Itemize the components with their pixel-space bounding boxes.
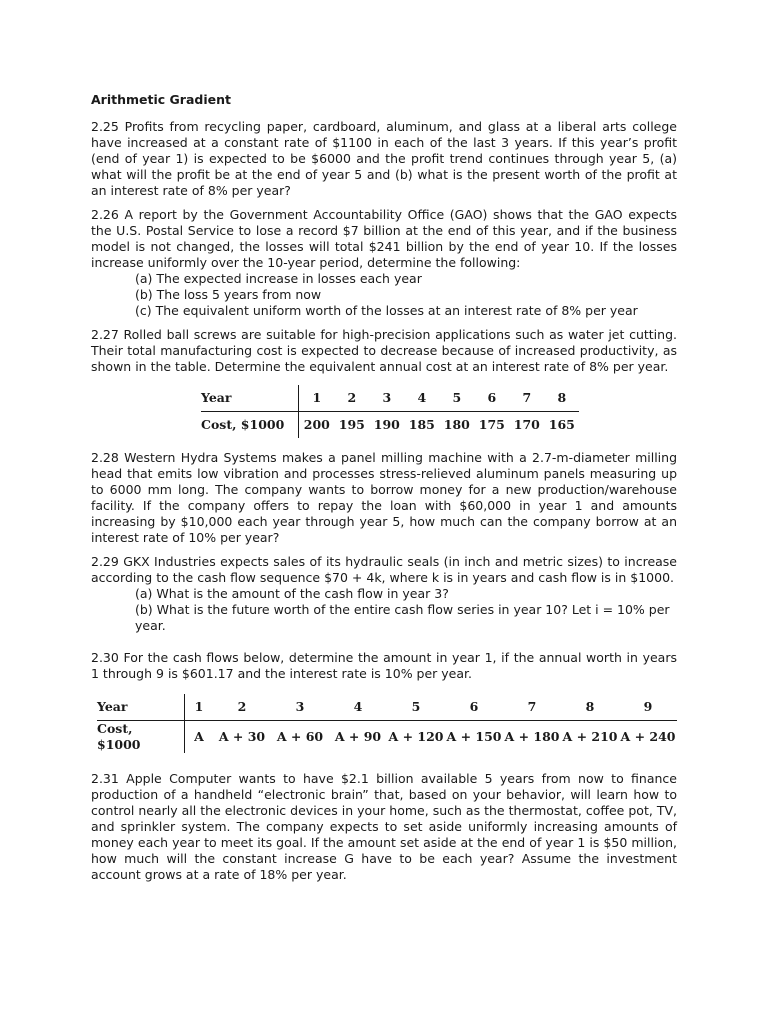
table-cell: 165 xyxy=(548,417,575,432)
problem-2-25: 2.25 Profits from recycling paper, cardboard, aluminum, and glass at a liberal arts college have increased at a constant rate of $1100 in each of the last 3 years. If this year’s profit (end of year 1) is expected to be $6000 and the profit trend continues through year 5, (a) what will the profit be at the end of year 5 and (b) what is the present worth of the profit at an interest rate of 8% per year? xyxy=(91,119,677,198)
problem-2-28: 2.28 Western Hydra Systems makes a panel milling machine with a 2.7-m-diameter milling head that emits low vibration and processes stress-relieved aluminum panels measuring up to 6000 mm long. The company wants to borrow money for a new production/warehouse facility. If the company offers to repay the loan with $60,000 in year 1 and amounts increasing by $10,000 each year through year 5, how much can the company borrow at an interest rate of 10% per year? xyxy=(91,450,677,545)
table-cell: 180 xyxy=(443,417,470,432)
table-cell: 4 xyxy=(404,385,439,412)
table-cell: 4 xyxy=(329,694,387,721)
list-item: (c) The equivalent uniform worth of the losses at an interest rate of 8% per year xyxy=(135,303,638,318)
problem-2-27: 2.27 Rolled ball screws are suitable for high-precision applications such as water jet cutting. Their total manufacturing cost is expected to decrease because of increased productivity, as shown in the table. Determine the equivalent annual cost at an interest rate of 8% per year. xyxy=(91,327,677,374)
table-cell: 7 xyxy=(509,385,544,412)
table-cell: 175 xyxy=(478,417,505,432)
table-row xyxy=(97,721,677,754)
document-body xyxy=(91,92,677,891)
section-heading: Arithmetic Gradient xyxy=(91,92,231,107)
table-cell: 2 xyxy=(213,694,271,721)
table-cell: 6 xyxy=(474,385,509,412)
table-cell: 1 xyxy=(185,694,214,721)
table-cell: A + 30 xyxy=(218,729,266,744)
table-cell: 170 xyxy=(513,417,540,432)
table-cell: A + 210 xyxy=(562,729,618,744)
problem-2-26-parts xyxy=(135,271,677,319)
table-cell: 190 xyxy=(373,417,400,432)
cost-table-2-27 xyxy=(201,385,579,438)
list-item: (b) The loss 5 years from now xyxy=(135,287,322,302)
table-row xyxy=(201,385,579,412)
table-cell: 2 xyxy=(334,385,369,412)
table-cell: A + 90 xyxy=(334,729,382,744)
table-header-cost: Cost, $1000 xyxy=(97,721,185,754)
table-cell: 7 xyxy=(503,694,561,721)
table-cell: 8 xyxy=(544,385,579,412)
table-cell: 1 xyxy=(299,385,335,412)
table-cell: 9 xyxy=(619,694,677,721)
table-header-year: Year xyxy=(201,385,299,412)
table-cell: 185 xyxy=(408,417,435,432)
table-cell: A + 180 xyxy=(504,729,560,744)
list-item: (a) The expected increase in losses each year xyxy=(135,271,422,286)
table-header-year: Year xyxy=(97,694,185,721)
problem-2-26: 2.26 A report by the Government Accountability Office (GAO) shows that the GAO expects the U.S. Postal Service to lose a record $7 billion at the end of this year, and if the business model is not changed, the losses will total $241 billion by the end of year 10. If the losses increase uniformly over the 10-year period, determine the following: xyxy=(91,207,677,270)
table-cell: A + 60 xyxy=(276,729,324,744)
table-cell: 8 xyxy=(561,694,619,721)
cash-flow-table-2-30 xyxy=(97,694,677,753)
problem-2-29-parts xyxy=(135,586,677,634)
problem-2-31: 2.31 Apple Computer wants to have $2.1 billion available 5 years from now to finance production of a handheld “electronic brain” that, based on your behavior, will learn how to control nearly all the electronic devices in your home, such as the thermostat, coffee pot, TV, and sprinkler system. The company expects to set aside uniformly increasing amounts of money each year to meet its goal. If the amount set aside at the end of year 1 is $50 million, how much will the constant increase G have to be each year? Assume the investment account grows at a rate of 18% per year. xyxy=(91,771,677,882)
table-header-cost: Cost, $1000 xyxy=(201,412,299,439)
table-cell: A + 150 xyxy=(446,729,502,744)
table-cell: 5 xyxy=(387,694,445,721)
table-cell: 195 xyxy=(338,417,365,432)
problem-2-29: 2.29 GKX Industries expects sales of its hydraulic seals (in inch and metric sizes) to increase according to the cash flow sequence $70 + 4k, where k is in years and cash flow is in $1000. xyxy=(91,554,677,585)
table-cell: 200 xyxy=(303,417,330,432)
problem-2-30: 2.30 For the cash flows below, determine the amount in year 1, if the annual worth in years 1 through 9 is $601.17 and the interest rate is 10% per year. xyxy=(91,650,677,681)
table-cell: A + 240 xyxy=(620,729,676,744)
table-cell: 6 xyxy=(445,694,503,721)
table-row xyxy=(97,694,677,721)
table-cell: A xyxy=(194,729,204,744)
list-item: (b) What is the future worth of the entire cash flow series in year 10? Let i = 10% per year. xyxy=(135,602,670,633)
table-cell: 3 xyxy=(271,694,329,721)
table-cell: A + 120 xyxy=(388,729,444,744)
table-cell: 5 xyxy=(439,385,474,412)
list-item: (a) What is the amount of the cash flow in year 3? xyxy=(135,586,449,601)
table-cell: 3 xyxy=(369,385,404,412)
table-row xyxy=(201,412,579,439)
